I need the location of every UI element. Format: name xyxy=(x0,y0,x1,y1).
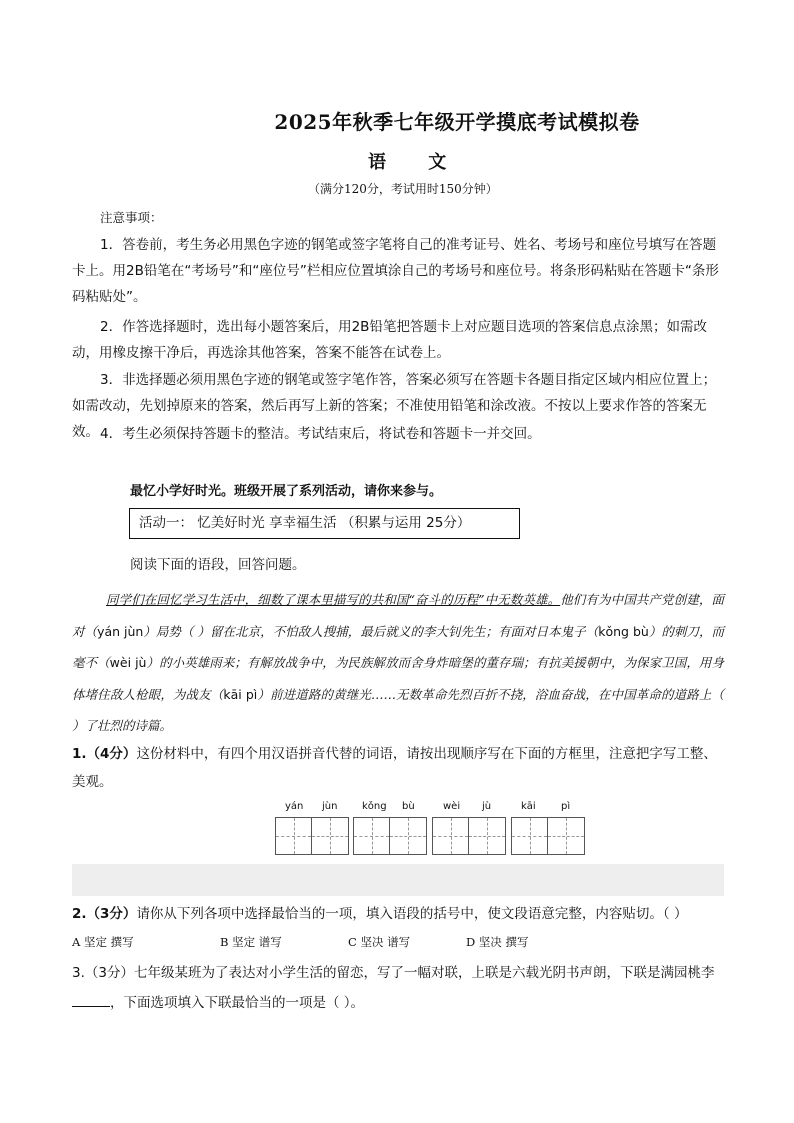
passage-pinyin-1: yán jùn xyxy=(97,623,144,639)
read-prompt: 阅读下面的语段，回答问题。 xyxy=(130,557,306,573)
passage-pinyin-3: wèi jù xyxy=(109,655,147,670)
question-3 xyxy=(72,958,724,1018)
reading-passage xyxy=(72,584,724,742)
q3-blank[interactable] xyxy=(72,1006,110,1007)
passage-text-2: ）局势（ ）留在北京，不怕敌人搜捕，最后就义的李大钊先生；有面对日本鬼子（ xyxy=(143,623,599,639)
q1-score: （4分） xyxy=(86,746,137,762)
pinyin-label: jù xyxy=(482,801,492,812)
q3-text: 3.（3分）七年级某班为了表达对小学生活的留恋，写了一幅对联，上联是六载光阴书声朗，下联是满园桃李 xyxy=(72,965,715,981)
answer-grid-3[interactable] xyxy=(432,817,506,855)
passage-pinyin-4: kāi pì xyxy=(223,686,258,702)
q2-score: （3分） xyxy=(86,906,137,922)
option-c[interactable]: C 坚决 谱写 xyxy=(348,935,411,949)
answer-area xyxy=(72,864,724,896)
q2-text: 请你从下列各项中选择最恰当的一项，填入语段的括号中，使文段语意完整，内容贴切。（ ） xyxy=(136,906,688,922)
pinyin-label: wèi xyxy=(443,801,461,812)
passage-text-4: ）的小英雄雨来；有解放战争中，为民族解放而舍身炸暗堡的董存瑞；有抗美援朝中，为保家卫国，用身体堵住敌人枪眼，为战友（ xyxy=(72,655,724,702)
note-item-4: 4．考生必须保持答题卡的整洁。考试结束后，将试卷和答题卡一并交回。 xyxy=(100,426,541,442)
answer-grid-4[interactable] xyxy=(511,817,585,855)
q1-text: 这份材料中，有四个用汉语拼音代替的词语，请按出现顺序写在下面的方框里，注意把字写工整、美观。 xyxy=(72,746,717,790)
pinyin-label: bù xyxy=(402,801,415,812)
passage-pinyin-2: kǒng bù xyxy=(598,623,649,639)
answer-grid-1[interactable] xyxy=(275,817,349,855)
passage-text-5: ）前进道路的黄继光……无数革命先烈百折不挠，浴血奋战，在中国革命的道路上（ ）了壮烈的诗篇。 xyxy=(72,686,724,733)
pinyin-label: kǒng xyxy=(362,801,387,812)
pinyin-label: kāi xyxy=(521,801,536,812)
option-b[interactable]: B 坚定 谱写 xyxy=(220,935,282,949)
option-d[interactable]: D 坚决 撰写 xyxy=(466,935,529,949)
pinyin-label: jùn xyxy=(322,801,338,812)
q2-number: 2. xyxy=(72,906,87,922)
pinyin-label: yán xyxy=(285,801,304,812)
activity-box: 活动一： 忆美好时光 享幸福生活 （积累与运用 25分） xyxy=(129,508,520,539)
subject-title: 语 文 xyxy=(368,152,465,173)
question-2 xyxy=(72,900,724,928)
passage-text-1: 他们有为中国共产党创建，面对（ xyxy=(72,592,724,639)
note-item-2: 2．作答选择题时，选出每小题答案后，用2B铅笔把答题卡上对应题目选项的答案信息点涂黑；如需改动，用橡皮擦干净后，再选涂其他答案，答案不能答在试卷上。 xyxy=(72,319,707,361)
exam-meta: （满分120分，考试用时150分钟） xyxy=(308,182,498,196)
answer-grid-2[interactable] xyxy=(353,817,427,855)
note-item-1: 1．答卷前，考生务必用黑色字迹的钢笔或签字笔将自己的准考证号、姓名、考场号和座位号填写在答题卡上。用2B铅笔在“考场号”和“座位号”栏相应位置填涂自己的考场号和座位号。将条形码粘贴在答题卡“条形码粘贴处”。 xyxy=(72,237,719,305)
pinyin-label: pì xyxy=(561,801,571,812)
question-1 xyxy=(72,740,724,796)
q3-text-end: ，下面选项填入下联最恰当的一项是（ ）。 xyxy=(110,995,365,1011)
passage-underlined: 同学们在回忆学习生活中，细数了课本里描写的共和国“奋斗的历程”中无数英雄。 xyxy=(106,592,561,607)
option-a[interactable]: A 坚定 撰写 xyxy=(72,935,134,949)
exam-title: 2025年秋季七年级开学摸底考试模拟卷 xyxy=(274,110,640,134)
section-intro: 最忆小学好时光。班级开展了系列活动，请你来参与。 xyxy=(130,484,443,499)
q1-number: 1. xyxy=(72,746,87,762)
passage-text-3: ）的刺刀，而毫不（ xyxy=(72,623,724,670)
note-item-3: 3．非选择题必须用黑色字迹的钢笔或签字笔作答，答案必须写在答题卡各题目指定区域内相应位置上；如需改动，先划掉原来的答案，然后再写上新的答案；不准使用铅笔和涂改液。不按以上要求作答的答案无效。 xyxy=(72,372,717,440)
notes-heading: 注意事项： xyxy=(100,210,163,225)
